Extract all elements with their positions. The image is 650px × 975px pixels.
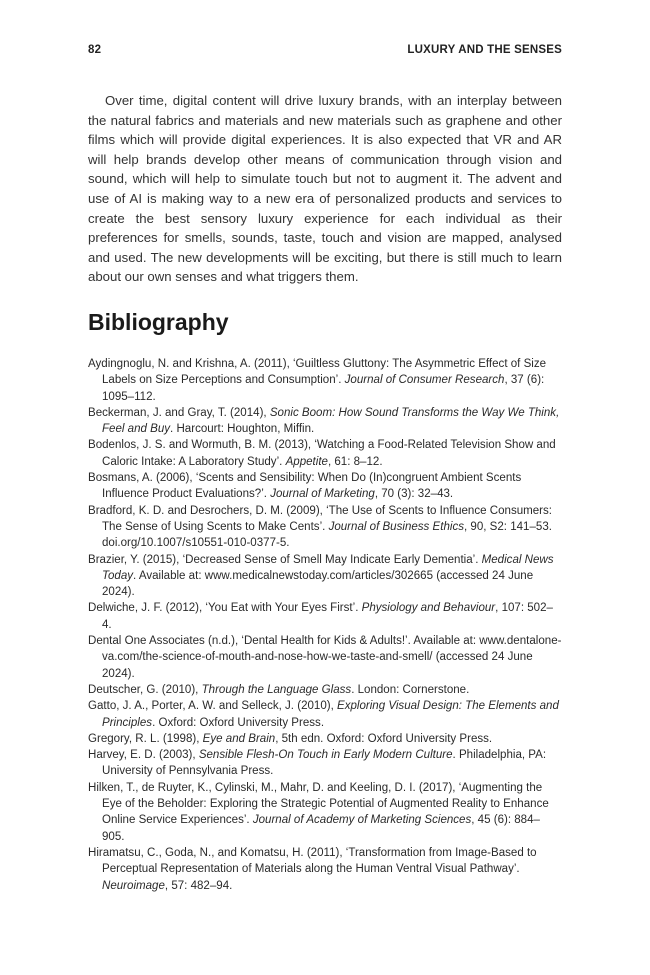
bibliography-entry (88, 437, 562, 470)
entry-details: , 61: 8–12. (327, 455, 383, 468)
running-title: LUXURY AND THE SENSES (407, 44, 562, 56)
bibliography-list (88, 356, 562, 894)
entry-text: Beckerman, J. and Gray, T. (2014), (88, 406, 270, 419)
entry-text: Aydingnoglu, N. and Krishna, A. (2011), ‘Guiltless Gluttony: The Asymmetric Effect of Size Labels on Size Perceptions and Consumption’. (88, 358, 547, 387)
bibliography-entry (88, 682, 562, 698)
entry-source-title: Journal of Academy of Marketing Sciences (252, 814, 472, 827)
entry-text: Hiramatsu, C., Goda, N., and Komatsu, H. (2011), ‘Transformation from Image-Based to Perceptual Representation of Materials along the Human Ventral Visual Pathway’. (88, 846, 537, 876)
bibliography-entry (88, 731, 562, 747)
bibliography-entry (88, 747, 562, 780)
bibliography-entry (88, 356, 562, 405)
entry-source-title: Journal of Business Ethics (328, 520, 464, 533)
entry-text: Harvey, E. D. (2003), (88, 749, 199, 762)
entry-details: , 45 (6): 884–905. (102, 814, 540, 843)
body-paragraph: Over time, digital content will drive luxury brands, with an interplay between the natural fabrics and materials and new materials such as graphene and other films which will provide digital experiences. It is also expected that VR and AR will help brands develop other means of communication through vision and sound, which will help to simulate touch but not to augment it. The advent and use of AI is making way to a new era of personalized products and services to create the best sensory luxury experience for each individual as their preferences for smells, sounds, taste, touch and vision are mapped, analysed and used. The new developments will be exciting, but there is still much to learn about our own senses and what triggers them. (88, 93, 562, 285)
entry-text: Gregory, R. L. (1998), (88, 732, 203, 745)
running-head (88, 44, 562, 56)
entry-details: . Oxford: Oxford University Press. (152, 716, 325, 729)
bibliography-heading: Bibliography (88, 309, 229, 335)
entry-source-title: Journal of Consumer Research (344, 374, 505, 387)
bibliography-entry (88, 600, 562, 633)
entry-details: , 5th edn. Oxford: Oxford University Press. (275, 732, 493, 745)
entry-source-title: Through the Language Glass (201, 683, 352, 696)
entry-text: Dental One Associates (n.d.), ‘Dental Health for Kids & Adults!’. Available at: www.dentalone-va.com/the-science-of-mouth-and-nose-how-we-taste-and-smell/ (accessed 24 June 2024). (88, 635, 562, 680)
entry-details: , 57: 482–94. (164, 879, 233, 892)
entry-details: . Available at: www.medicalnewstoday.com/articles/302665 (accessed 24 June 2024). (102, 569, 534, 599)
entry-text: Gatto, J. A., Porter, A. W. and Selleck, J. (2010), (88, 700, 338, 713)
bibliography-entry (88, 780, 562, 845)
bibliography-entry (88, 405, 562, 438)
entry-text: Bradford, K. D. and Desrochers, D. M. (2009), ‘The Use of Scents to Influence Consumers: The Sense of Using Scents to Make Cents’. (88, 504, 553, 533)
bibliography-entry (88, 633, 562, 682)
bibliography-entry (88, 470, 562, 503)
entry-text: Bosmans, A. (2006), ‘Scents and Sensibility: When Do (In)congruent Ambient Scents Influence Product Evaluations?’. (88, 472, 522, 501)
entry-source-title: Exploring Visual Design: The Elements and Principles (102, 700, 559, 729)
page-number: 82 (88, 44, 102, 56)
entry-details: , 107: 502–4. (102, 602, 553, 631)
bibliography-entry (88, 552, 562, 601)
entry-text: Brazier, Y. (2015), ‘Decreased Sense of Smell May Indicate Early Dementia’. (88, 553, 482, 566)
entry-source-title: Appetite (285, 455, 328, 468)
entry-text: Delwiche, J. F. (2012), ‘You Eat with Your Eyes First’. (88, 602, 362, 615)
entry-source-title: Journal of Marketing (270, 488, 375, 501)
entry-details: , 90, S2: 141–53. doi.org/10.1007/s10551-010-0377-5. (102, 520, 552, 550)
entry-source-title: Physiology and Behaviour (361, 602, 496, 615)
bibliography-entry (88, 503, 562, 552)
entry-text: Hilken, T., de Ruyter, K., Cylinski, M., Mahr, D. and Keeling, D. I. (2017), ‘Augmenting the Eye of the Beholder: Exploring the Strategic Potential of Augmented Reality to Enhance Online Service Experiences’. (88, 781, 549, 827)
entry-details: . Harcourt: Houghton, Miffin. (170, 423, 315, 436)
entry-details: . Philadelphia, PA: University of Pennsylvania Press. (102, 749, 547, 778)
entry-text: Bodenlos, J. S. and Wormuth, B. M. (2013), ‘Watching a Food-Related Television Show and Caloric Intake: A Laboratory Study’. (88, 439, 556, 468)
entry-source-title: Eye and Brain (202, 732, 276, 745)
entry-source-title: Sensible Flesh-On Touch in Early Modern Culture (198, 749, 453, 762)
entry-source-title: Sonic Boom: How Sound Transforms the Way We Think, Feel and Buy (102, 406, 560, 436)
entry-source-title: Neuroimage (102, 879, 165, 892)
entry-details: , 70 (3): 32–43. (374, 488, 454, 501)
entry-text: Deutscher, G. (2010), (88, 683, 202, 696)
bibliography-entry (88, 698, 562, 731)
bibliography-entry (88, 845, 562, 894)
entry-source-title: Medical News Today (102, 553, 554, 582)
entry-details: , 37 (6): 1095–112. (102, 374, 545, 403)
entry-details: . London: Cornerstone. (351, 683, 470, 696)
